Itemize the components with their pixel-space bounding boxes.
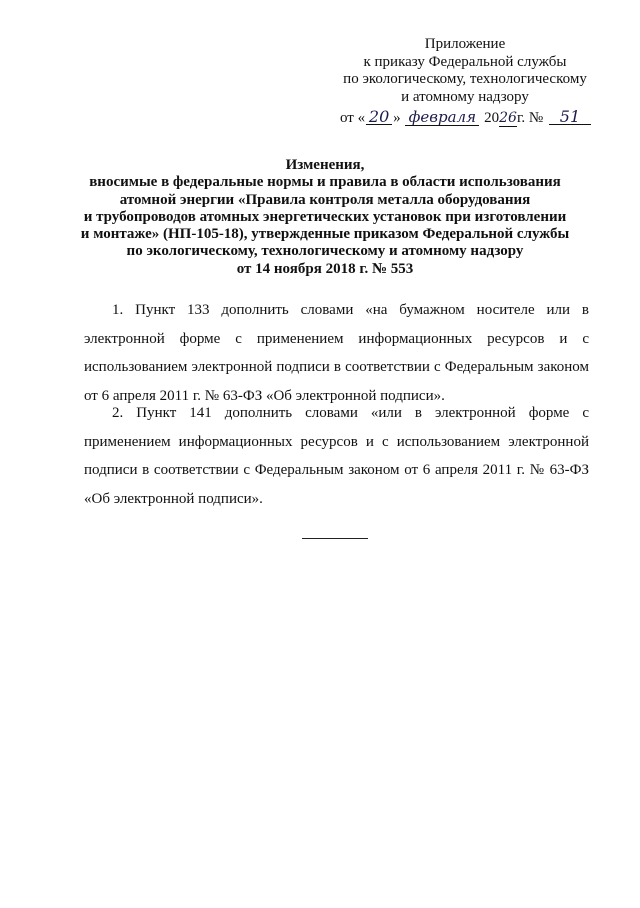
appendix-line-2: к приказу Федеральной службы xyxy=(363,53,567,70)
order-close-quote: » xyxy=(393,110,401,126)
title-line-1: Изменения, xyxy=(285,157,365,173)
document-title xyxy=(60,157,590,278)
order-month-handwritten: февраля xyxy=(405,110,479,126)
order-number-label: г. № xyxy=(516,110,544,126)
appendix-line-4: и атомному надзору xyxy=(401,88,529,105)
title-line-6: по экологическому, технологическому и атомному надзору xyxy=(126,243,524,260)
order-prefix: от « xyxy=(340,110,366,126)
title-line-2: вносимые в федеральные нормы и правила в области использования xyxy=(89,174,561,191)
appendix-header xyxy=(300,36,630,106)
paragraph-2: 2. Пункт 141 дополнить словами «или в электронной форме с применением информационных ресурсов и с использованием электронной подписи в соответствии с Федеральным законом от 6 апреля 2011 г. № 63-ФЗ «Об электронной подписи». xyxy=(84,405,589,507)
appendix-line-1: Приложение xyxy=(424,36,506,52)
title-line-3: атомной энергии «Правила контроля металла оборудования xyxy=(119,191,531,208)
order-year-handwritten: 26 xyxy=(499,110,517,126)
order-date-number xyxy=(340,109,630,131)
appendix-line-3: по экологическому, технологическому xyxy=(343,71,587,87)
order-day-handwritten: 20 xyxy=(366,109,392,125)
paragraph-1: 1. Пункт 133 дополнить словами «на бумажном носителе или в электронной форме с применением информационных ресурсов и с использованием электронной подписи в соответствии с Федеральным законом от 6 апреля 2011 г. № 63-ФЗ «Об электронной подписи». xyxy=(84,302,589,404)
title-line-5: и монтаже» (НП-105-18), утвержденные приказом Федеральной службы xyxy=(80,226,570,243)
order-year-prefix: 20 xyxy=(484,110,500,126)
title-line-7: от 14 ноября 2018 г. № 553 xyxy=(236,260,414,277)
title-line-4: и трубопроводов атомных энергетических установок при изготовлении xyxy=(83,208,567,225)
closing-divider xyxy=(302,538,368,539)
order-number-handwritten: 51 xyxy=(549,109,591,125)
